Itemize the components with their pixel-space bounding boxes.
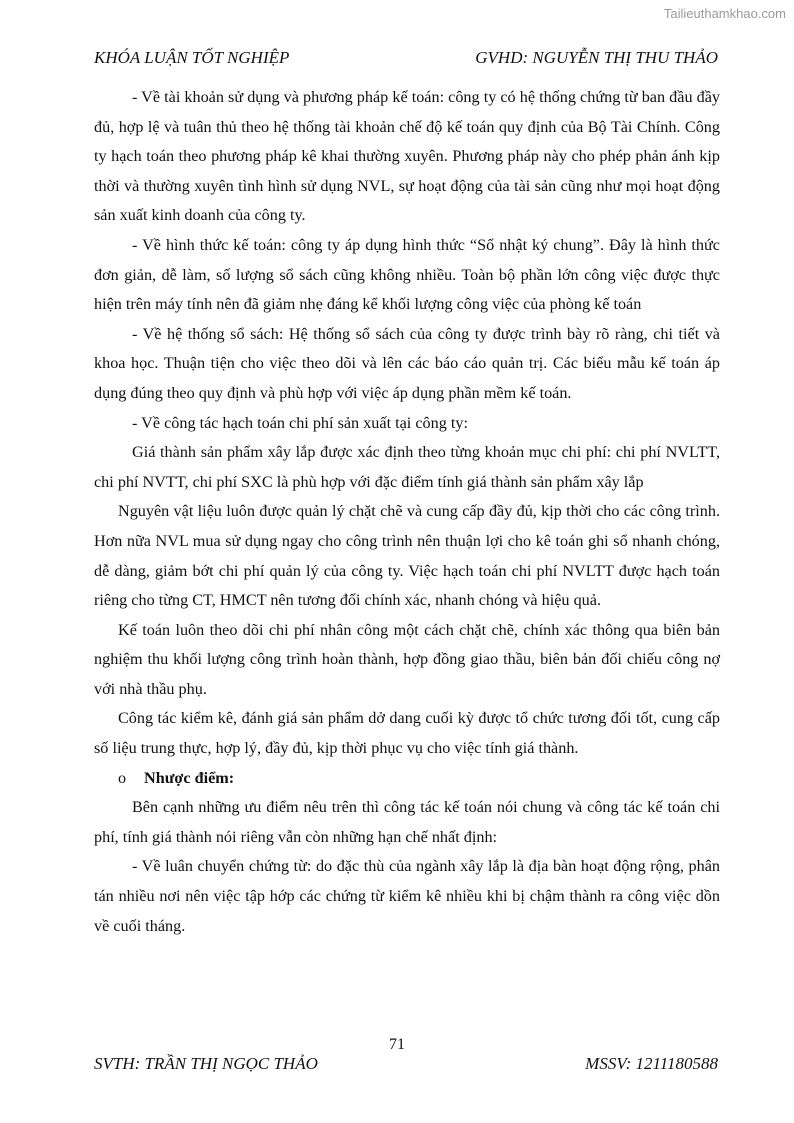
document-body <box>94 83 720 941</box>
footer-student-id: MSSV: 1211180588 <box>585 1054 718 1073</box>
paragraph-product-cost: Giá thành sản phẩm xây lắp được xác định theo từng khoản mục chi phí: chi phí NVLTT, chi phí NVTT, chi phí SXC là phù hợp với đặc điểm tính giá thành sản phẩm xây lắp <box>94 443 720 491</box>
header-right-advisor: GVHD: NGUYỄN THỊ THU THẢO <box>475 48 718 67</box>
paragraph-document-circulation: - Về luân chuyển chứng từ: do đặc thù của ngành xây lắp là địa bàn hoạt động rộng, phân tán nhiều nơi nên việc tập hớp các chứng từ kiểm kê nhiều khi bị chậm thành ra công việc dồn về cuối tháng. <box>94 857 720 935</box>
paragraph-inventory: Công tác kiểm kê, đánh giá sản phẩm dở dang cuối kỳ được tổ chức tương đối tốt, cung cấp số liệu trung thực, hợp lý, đầy đủ, kịp thời phục vụ cho việc tính giá thành. <box>94 709 720 758</box>
page-header <box>94 48 718 70</box>
paragraph-cost-accounting: - Về công tác hạch toán chi phí sản xuất tại công ty: <box>132 413 468 432</box>
paragraph-limitations-intro: Bên cạnh những ưu điểm nêu trên thì công tác kế toán nói chung và công tác kế toán chi phí, tính giá thành nói riêng vẫn còn những hạn chế nhất định: <box>94 798 720 846</box>
header-left-title: KHÓA LUẬN TỐT NGHIỆP <box>94 48 290 67</box>
page-number: 71 <box>389 1036 405 1053</box>
paragraph-labor-cost: Kế toán luôn theo dõi chi phí nhân công một cách chặt chẽ, chính xác thông qua biên bản nghiệm thu khối lượng công trình hoàn thành, hợp đồng giao thầu, biên bản đối chiếu công nợ với nhà thầu phụ. <box>94 620 720 698</box>
footer-student-name: SVTH: TRẦN THỊ NGỌC THẢO <box>94 1054 318 1073</box>
paragraph-books-system: - Về hệ thống sổ sách: Hệ thống sổ sách của công ty được trình bày rõ ràng, chi tiết và khoa học. Thuận tiện cho việc theo dõi và lên các báo cáo quản trị. Các biểu mẫu kế toán áp dụng đúng theo quy định và phù hợp với việc áp dụng phần mềm kế toán. <box>94 324 720 402</box>
watermark: Tailieuthamkhao.com <box>663 6 786 21</box>
paragraph-accounts-method: - Về tài khoản sử dụng và phương pháp kế toán: công ty có hệ thống chứng từ ban đầu đầy đủ, hợp lệ và tuân thủ theo hệ thống tài khoản chế độ kế toán quy định của Bộ Tài Chính. Công ty hạch toán theo phương pháp kê khai thường xuyên. Phương pháp này cho phép phản ánh kịp thời và thường xuyên tình hình sử dụng NVL, sự hoạt động của tài sản cũng như mọi hoạt động sản xuất kinh doanh của công ty. <box>94 88 720 225</box>
section-heading-weaknesses <box>118 764 720 794</box>
heading-text: Nhược điểm: <box>144 768 235 787</box>
paragraph-accounting-form: - Về hình thức kế toán: công ty áp dụng hình thức “Sổ nhật ký chung”. Đây là hình thức đơn giản, dễ làm, số lượng sổ sách cũng không nhiều. Toàn bộ phần lớn công việc được thực hiện trên máy tính nên đã giảm nhẹ đáng kể khối lượng công việc của phòng kế toán <box>94 235 720 314</box>
page-footer <box>94 1054 718 1076</box>
bullet-circle-icon: o <box>118 768 127 787</box>
paragraph-materials: Nguyên vật liệu luôn được quản lý chặt chẽ và cung cấp đầy đủ, kịp thời cho các công trình. Hơn nữa NVL mua sử dụng ngay cho công trình nên thuận lợi cho kê toán ghi sổ nhanh chóng, dễ dàng, giảm bớt chi phí quản lý của công ty. Việc hạch toán chi phí NVLTT được hạch toán riêng cho từng CT, HMCT nên tương đối chính xác, nhanh chóng và hiệu quả. <box>94 502 720 610</box>
